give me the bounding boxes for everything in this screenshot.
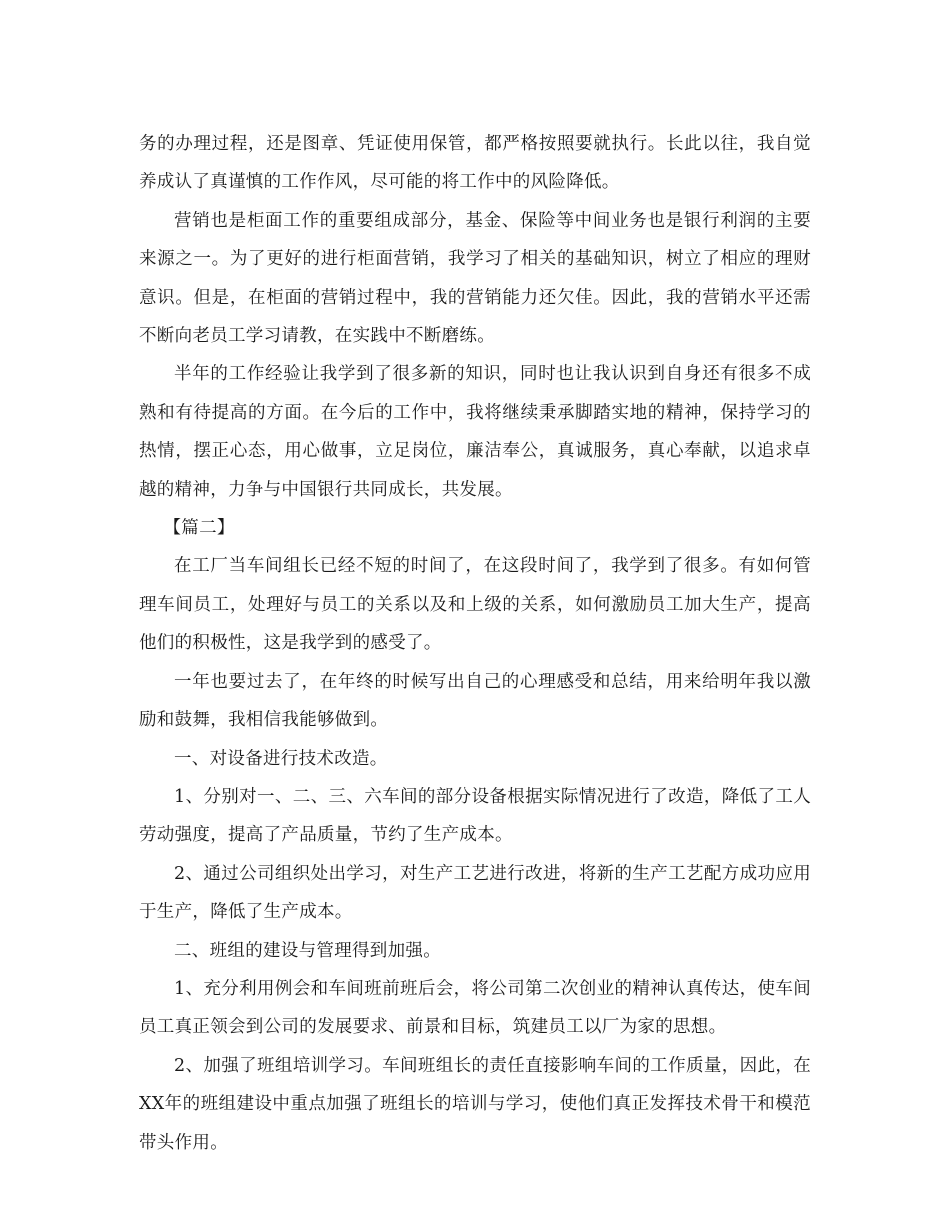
paragraph-continuation: 务的办理过程，还是图章、凭证使用保管，都严格按照要就执行。长此以往，我自觉养成认了真谨慎的工作作风，尽可能的将工作中的风险降低。: [139, 134, 811, 193]
document-body: [139, 125, 811, 1162]
section-heading-part-two: 【篇二】: [163, 518, 235, 539]
list-heading-team: 二、班组的建设与管理得到加强。: [174, 940, 441, 961]
paragraph-marketing: 营销也是柜面工作的重要组成部分，基金、保险等中间业务也是银行利润的主要来源之一。为了更好的进行柜面营销，我学习了相关的基础知识，树立了相应的理财意识。但是，在柜面的营销过程中，我的营销能力还欠佳。因此，我的营销水平还需不断向老员工学习请教，在实践中不断磨练。: [139, 210, 811, 347]
paragraph-year-end: 一年也要过去了，在年终的时候写出自己的心理感受和总结，用来给明年我以激励和鼓舞，我相信我能够做到。: [139, 671, 811, 731]
paragraph-workshop-leader: 在工厂当车间组长已经不短的时间了，在这段时间了，我学到了很多。有如何管理车间员工，处理好与员工的关系以及和上级的关系，如何激励员工加大生产，提高他们的积极性，这是我学到的感受了。: [139, 556, 811, 654]
paragraph-half-year-summary: 半年的工作经验让我学到了很多新的知识，同时也让我认识到自身还有很多不成熟和有待提高的方面。在今后的工作中，我将继续秉承脚踏实地的精神，保持学习的热情，摆正心态，用心做事，立足岗位，廉洁奉公，真诚服务，真心奉献，以追求卓越的精神，力争与中国银行共同成长，共发展。: [139, 364, 811, 500]
list-item-equipment-2: 2、通过公司组织处出学习，对生产工艺进行改进，将新的生产工艺配方成功应用于生产，降低了生产成本。: [139, 863, 811, 923]
list-item-team-2: 2、加强了班组培训学习。车间班组长的责任直接影响车间的工作质量，因此，在XX年的班组建设中重点加强了班组长的培训与学习，使他们真正发挥技术骨干和模范带头作用。: [139, 1055, 811, 1153]
list-item-equipment-1: 1、分别对一、二、三、六车间的部分设备根据实际情况进行了改造，降低了工人劳动强度，提高了产品质量，节约了生产成本。: [139, 786, 811, 846]
list-heading-equipment: 一、对设备进行技术改造。: [174, 748, 388, 769]
list-item-team-1: 1、充分利用例会和车间班前班后会，将公司第二次创业的精神认真传达，使车间员工真正领会到公司的发展要求、前景和目标，筑建员工以厂为家的思想。: [139, 978, 811, 1038]
